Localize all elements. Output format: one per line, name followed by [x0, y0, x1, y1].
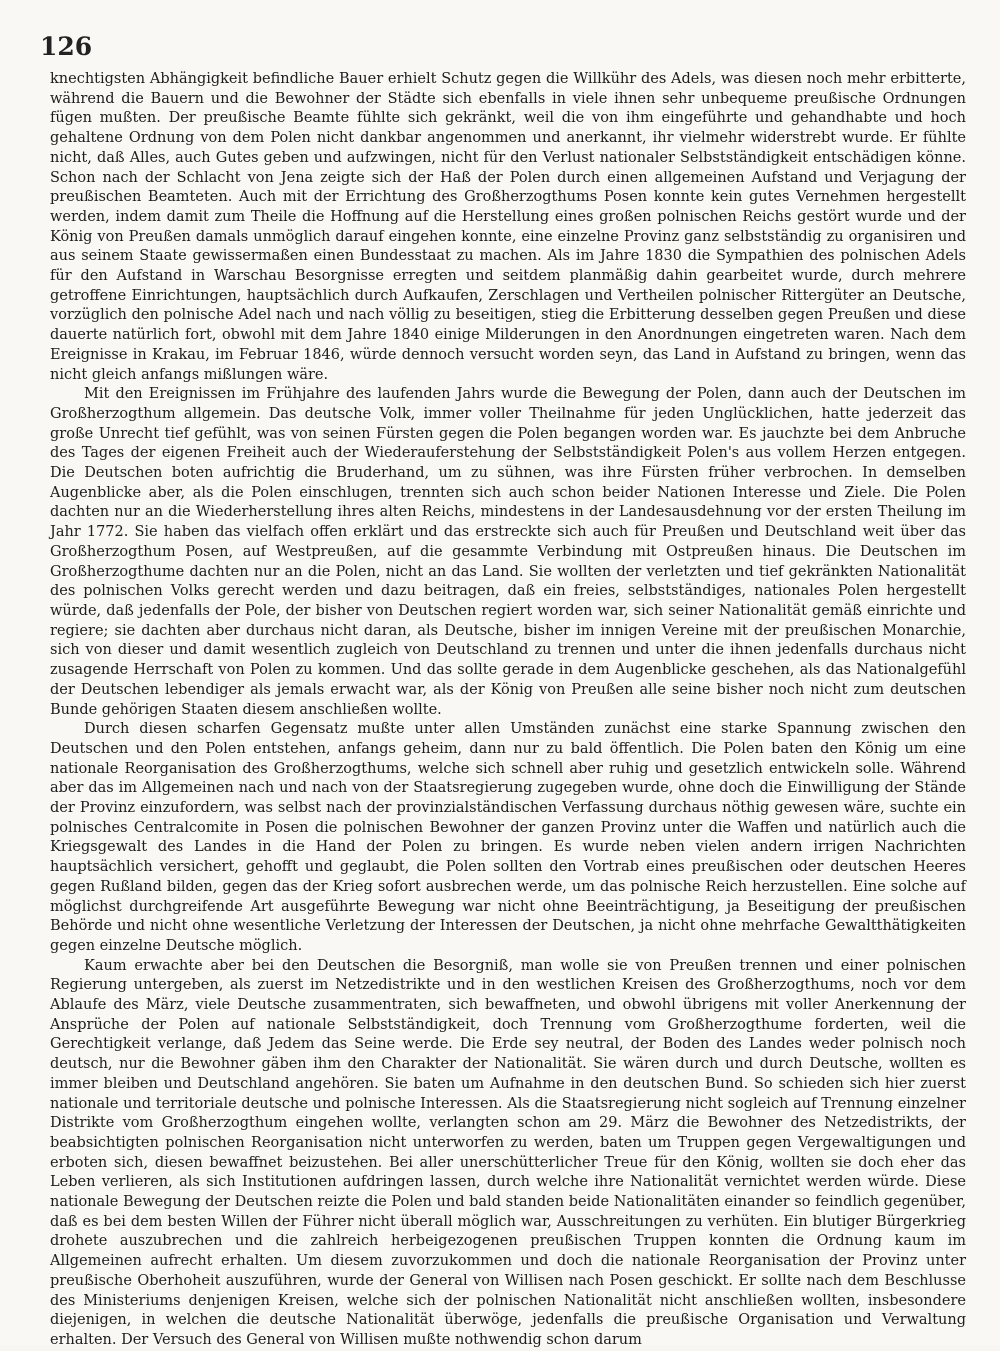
- paragraph-2: Mit den Ereignissen im Frühjahre des laufenden Jahrs wurde die Bewegung der Polen, dann auch der Deutschen im Großherzogthum allgemein. Das deutsche Volk, immer voller Theilnahme für jeden Unglücklichen, hatte jederzeit das große Unrecht tief gefühlt, was von seinen Fürsten gegen die Polen begangen worden war. Es jauchzte bei dem Anbruche des Tages der eigenen Freiheit auch der Wiederauferstehung der Selbstständigkeit Polen's aus vollem Herzen entgegen. Die Deutschen boten aufrichtig die Bruderhand, um zu sühnen, was ihre Fürsten früher verbrochen. In demselben Augenblicke aber, als die Polen einschlugen, trennten sich auch schon beider Nationen Interesse und Ziele. Die Polen dachten nur an die Wiederherstellung ihres alten Reichs, mindestens in der Landesausdehnung vor der ersten Theilung im Jahr 1772. Sie haben das vielfach offen erklärt und das erstreckte sich auch für Preußen und Deutschland weit über das Großherzogthum Posen, auf Westpreußen, auf die gesammte Verbindung mit Ostpreußen hinaus. Die Deutschen im Großherzogthume dachten nur an die Polen, nicht an das Land. Sie wollten der verletzten und tief gekränkten Nationalität des polnischen Volks gerecht werden und dazu beitragen, daß ein freies, selbstständiges, nationales Polen hergestellt würde, daß jedenfalls der Pole, der bisher von Deutschen regiert worden war, sich seiner Nationalität gemäß einrichte und regiere; sie dachten aber durchaus nicht daran, als Deutsche, bisher im innigen Vereine mit der preußischen Monarchie, sich von dieser und damit wesentlich zugleich von Deutschland zu trennen und unter die ihnen jedenfalls durchaus nicht zusagende Herrschaft von Polen zu kommen. Und das sollte gerade in dem Augenblicke geschehen, als das Nationalgefühl der Deutschen lebendiger als jemals erwacht war, als der König von Preußen alle seine bisher noch nicht zum deutschen Bunde gehörigen Staaten diesem anschließen wollte.: [50, 386, 966, 718]
- page-number: 126: [40, 32, 93, 61]
- body-text: [50, 70, 966, 1351]
- paragraph-4: Kaum erwachte aber bei den Deutschen die Besorgniß, man wolle sie von Preußen trennen und einer polnischen Regierung untergeben, als zuerst im Netzedistrikte und in den westlichen Kreisen des Großherzogthums, noch vor dem Ablaufe des März, viele Deutsche zusammentraten, sich bewaffneten, und obwohl übrigens mit voller Anerkennung der Ansprüche der Polen auf nationale Selbstständigkeit, doch Trennung vom Großherzogthume forderten, weil die Gerechtigkeit verlange, daß Jedem das Seine werde. Die Erde sey neutral, der Boden des Landes weder polnisch noch deutsch, nur die Bewohner gäben ihm den Charakter der Nationalität. Sie wären durch und durch Deutsche, wollten es immer bleiben und Deutschland angehören. Sie baten um Aufnahme in den deutschen Bund. So schieden sich hier zuerst nationale und territoriale deutsche und polnische Interessen. Als die Staatsregierung nicht sogleich auf Trennung einzelner Distrikte vom Großherzogthum eingehen wollte, verlangten schon am 29. März die Bewohner des Netzedistrikts, der beabsichtigten polnischen Reorganisation nicht unterworfen zu werden, baten um Truppen gegen Vergewaltigungen und erboten sich, diesen bewaffnet beizustehen. Bei aller unerschütterlicher Treue für den König, wollten sie doch eher das Leben verlieren, als sich Institutionen aufdringen lassen, durch welche ihre Nationalität vernichtet werden würde. Diese nationale Bewegung der Deutschen reizte die Polen und bald standen beide Nationalitäten einander so feindlich gegenüber, daß es bei dem besten Willen der Führer nicht überall möglich war, Ausschreitungen zu verhüten. Ein blutiger Bürgerkrieg drohete auszubrechen und die zahlreich herbeigezogenen preußischen Truppen konnten die Ordnung kaum im Allgemeinen aufrecht erhalten. Um diesem zuvorzukommen und doch die nationale Reorganisation der Provinz unter preußische Oberhoheit auszuführen, wurde der General von Willisen nach Posen geschickt. Er sollte nach dem Beschlusse des Ministeriums denjenigen Kreisen, welche sich der polnischen Nationalität nicht anschließen wollten, insbesondere diejenigen, in welchen die deutsche Nationalität überwöge, jedenfalls die preußische Organisation und Verwaltung erhalten. Der Versuch des General von Willisen mußte nothwendig schon darum: [50, 957, 966, 1348]
- paragraph-3: Durch diesen scharfen Gegensatz mußte unter allen Umständen zunächst eine starke Spannung zwischen den Deutschen und den Polen entstehen, anfangs geheim, dann nur zu bald öffentlich. Die Polen baten den König um eine nationale Reorganisation des Großherzogthums, welche sich schnell aber ruhig und gesetzlich entwickeln solle. Während aber das im Allgemeinen nach und nach von der Staatsregierung zugegeben wurde, ohne doch die Einwilligung der Stände der Provinz einzufordern, was selbst nach der provinzialständischen Verfassung durchaus nöthig gewesen wäre, suchte ein polnisches Centralcomite in Posen die polnischen Bewohner der ganzen Provinz unter die Waffen und natürlich auch die Kriegsgewalt des Landes in die Hand der Polen zu bringen. Es wurde neben vielen andern irrigen Nachrichten hauptsächlich versichert, gehofft und geglaubt, die Polen sollten den Vortrab eines preußischen oder deutschen Heeres gegen Rußland bilden, gegen das der Krieg sofort ausbrechen werde, um das polnische Reich herzustellen. Eine solche auf möglichst durchgreifende Art ausgeführte Bewegung war nicht ohne Beeinträchtigung, ja Beseitigung der preußischen Behörde und nicht ohne wesentliche Verletzung der Interessen der Deutschen, ja nicht ohne mehrfache Gewaltthätigkeiten gegen einzelne Deutsche möglich.: [50, 721, 966, 954]
- paragraph-1: knechtigsten Abhängigkeit befindliche Bauer erhielt Schutz gegen die Willkühr des Adels, was diesen noch mehr erbitterte, während die Bauern und die Bewohner der Städte sich ebenfalls in viele ihnen sehr unbequeme preußische Ordnungen fügen mußten. Der preußische Beamte fühlte sich gekränkt, weil die von ihm eingeführte und gehandhabte und hoch gehaltene Ordnung von dem Polen nicht dankbar angenommen und anerkannt, ihr vielmehr widerstrebt wurde. Er fühlte nicht, daß Alles, auch Gutes geben und aufzwingen, nicht für den Verlust nationaler Selbstständigkeit entschädigen könne. Schon nach der Schlacht von Jena zeigte sich der Haß der Polen durch einen allgemeinen Aufstand und Verjagung der preußischen Beamteten. Auch mit der Errichtung des Großherzogthums Posen konnte kein gutes Vernehmen hergestellt werden, indem damit zum Theile die Hoffnung auf die Herstellung eines großen polnischen Reichs gestört wurde und der König von Preußen damals unmöglich darauf eingehen konnte, eine einzelne Provinz ganz selbstständig zu organisiren und aus seinem Staate gewissermaßen einen Bundesstaat zu machen. Als im Jahre 1830 die Sympathien des polnischen Adels für den Aufstand in Warschau Besorgnisse erregten und seitdem planmäßig dahin gearbeitet wurde, durch mehrere getroffene Einrichtungen, hauptsächlich durch Aufkaufen, Zerschlagen und Vertheilen polnischer Rittergüter an Deutsche, vorzüglich den polnische Adel nach und nach völlig zu beseitigen, stieg die Erbitterung desselben gegen Preußen und diese dauerte natürlich fort, obwohl mit dem Jahre 1840 einige Milderungen in den Anordnungen eingetreten waren. Nach dem Ereignisse in Krakau, im Februar 1846, würde dennoch versucht worden seyn, das Land in Aufstand zu bringen, wenn das nicht gleich anfangs mißlungen wäre.: [50, 71, 966, 383]
